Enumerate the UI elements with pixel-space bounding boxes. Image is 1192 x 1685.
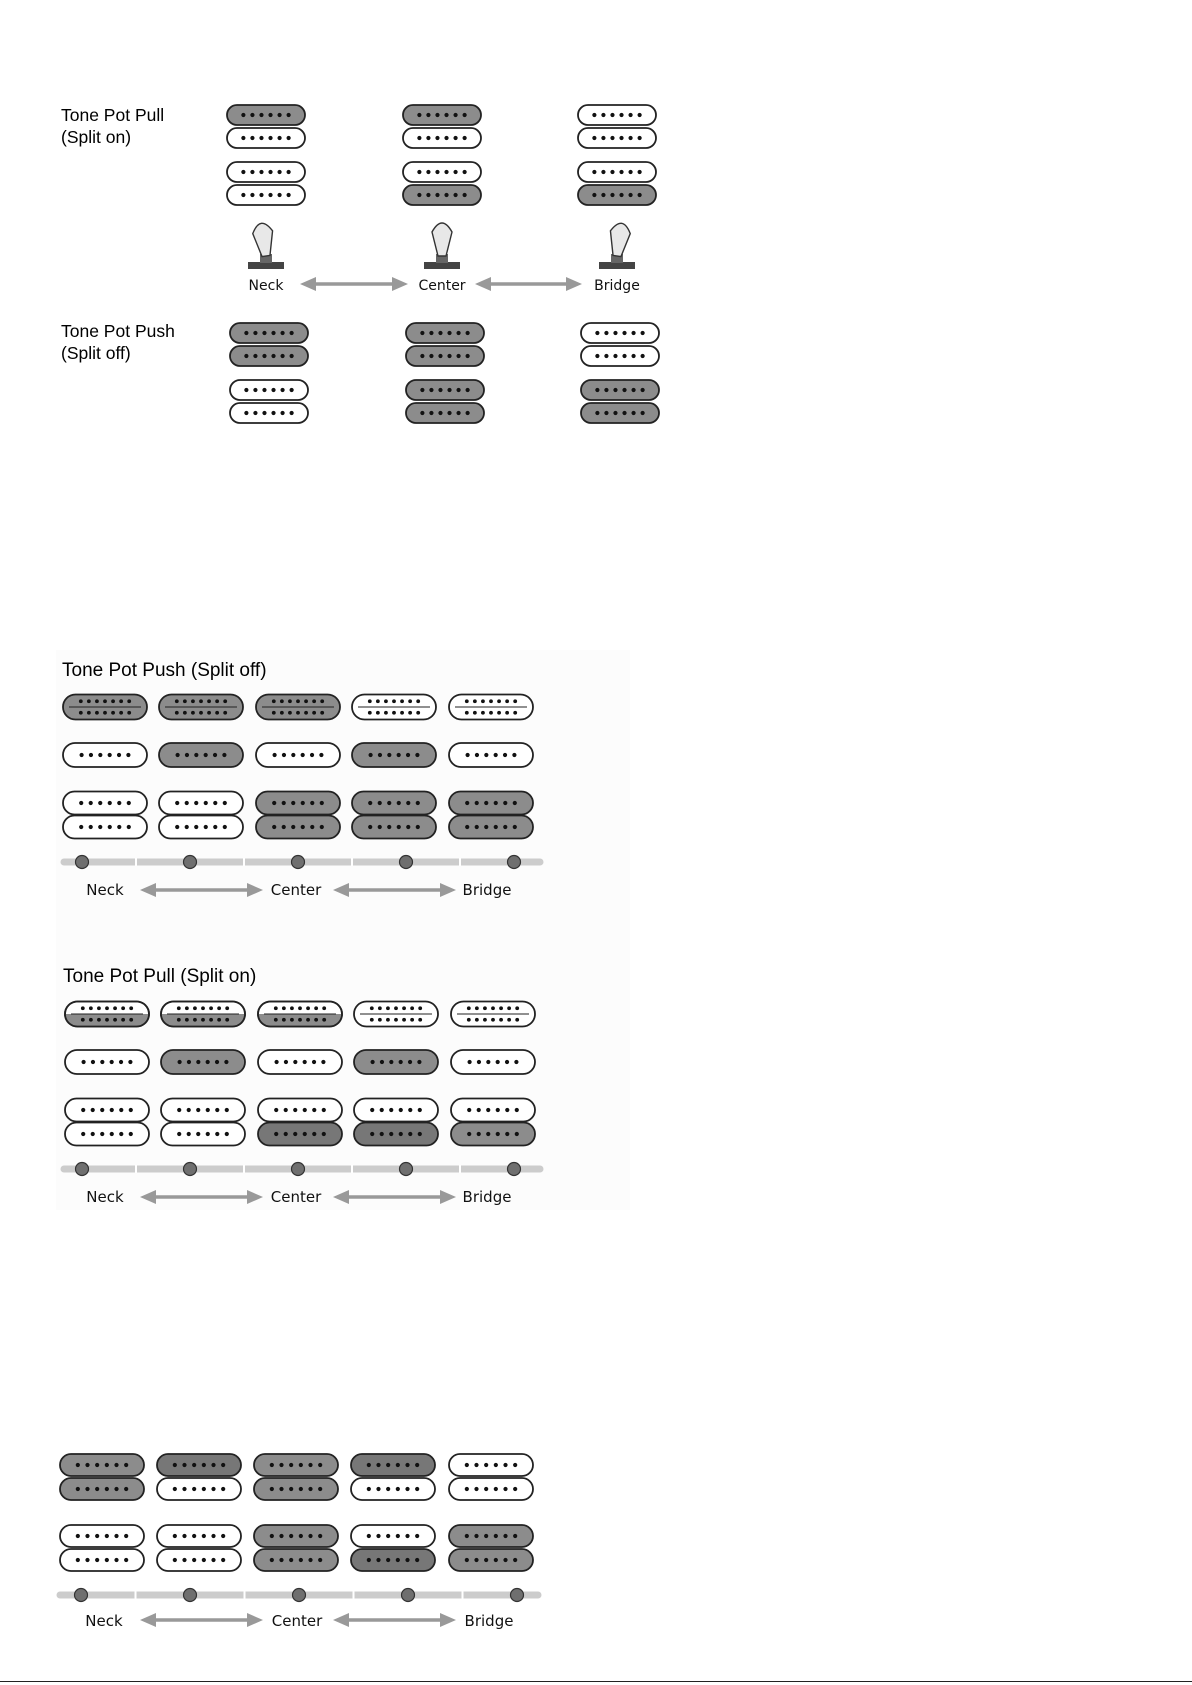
bottom-bridge-coil-a-5 — [449, 1525, 533, 1547]
bottom-neck-coil-b-5 — [449, 1478, 533, 1500]
bottom-bridge-coil-b-2 — [157, 1549, 241, 1571]
pole-piece — [367, 1534, 371, 1538]
bottom-bridge-coil-b-3 — [254, 1549, 338, 1571]
pole-piece — [95, 1487, 99, 1491]
pole-piece — [114, 1487, 118, 1491]
arrow-head-left — [140, 1613, 156, 1627]
pull-title: Tone Pot Pull (Split on) — [63, 966, 257, 987]
pole-piece — [318, 1463, 322, 1467]
pole-piece — [202, 1534, 206, 1538]
arrow-head-left — [333, 1613, 349, 1627]
pole-piece — [279, 1487, 283, 1491]
pole-piece — [299, 1463, 303, 1467]
pole-piece — [85, 1534, 89, 1538]
pole-piece — [270, 1463, 274, 1467]
pole-piece — [376, 1463, 380, 1467]
pole-piece — [105, 1463, 109, 1467]
pole-piece — [465, 1487, 469, 1491]
pole-piece — [299, 1534, 303, 1538]
push-label-line1: Tone Pot Push — [61, 321, 175, 341]
coil-body — [254, 1549, 338, 1571]
pull-label-line2: (Split on) — [61, 127, 132, 147]
pole-piece — [376, 1487, 380, 1491]
bottom-neck-coil-a-1 — [60, 1454, 144, 1476]
pole-piece — [299, 1558, 303, 1562]
pole-piece — [484, 1534, 488, 1538]
pole-piece — [85, 1487, 89, 1491]
bottom-center-bridge-arrow — [333, 1613, 456, 1627]
pole-piece — [114, 1463, 118, 1467]
pole-piece — [513, 1463, 517, 1467]
coil-body — [449, 1454, 533, 1476]
pole-piece — [289, 1558, 293, 1562]
push-label-line2: (Split off) — [61, 343, 131, 363]
pole-piece — [192, 1534, 196, 1538]
pole-piece — [396, 1463, 400, 1467]
arrow-head-right — [440, 1613, 456, 1627]
pole-piece — [484, 1463, 488, 1467]
coil-body — [60, 1549, 144, 1571]
pole-piece — [474, 1534, 478, 1538]
coil-body — [254, 1454, 338, 1476]
pole-piece — [494, 1463, 498, 1467]
pole-piece — [494, 1534, 498, 1538]
pole-piece — [386, 1558, 390, 1562]
pole-piece — [105, 1534, 109, 1538]
pole-piece — [405, 1558, 409, 1562]
pole-piece — [76, 1487, 80, 1491]
pole-piece — [503, 1463, 507, 1467]
pole-piece — [221, 1487, 225, 1491]
pole-piece — [173, 1558, 177, 1562]
coil-body — [449, 1525, 533, 1547]
coil-body — [351, 1549, 435, 1571]
pole-piece — [105, 1558, 109, 1562]
pole-piece — [124, 1534, 128, 1538]
neck-label: Neck — [248, 278, 284, 294]
pole-piece — [289, 1463, 293, 1467]
pole-piece — [270, 1558, 274, 1562]
coil-body — [254, 1478, 338, 1500]
bottom-neck-coil-a-3 — [254, 1454, 338, 1476]
page-bottom-rule — [0, 1681, 1192, 1682]
pole-piece — [308, 1558, 312, 1562]
pole-piece — [95, 1463, 99, 1467]
pole-piece — [85, 1558, 89, 1562]
bottom-slider-knob-2 — [184, 1589, 197, 1602]
pull-neck-label: Neck — [86, 1188, 124, 1206]
pole-piece — [465, 1463, 469, 1467]
pole-piece — [173, 1487, 177, 1491]
pole-piece — [415, 1558, 419, 1562]
bottom-slider-knob-3 — [293, 1589, 306, 1602]
pole-piece — [270, 1487, 274, 1491]
coil-body — [351, 1478, 435, 1500]
pole-piece — [503, 1487, 507, 1491]
bottom-slider-knob-5 — [511, 1589, 524, 1602]
pole-piece — [202, 1558, 206, 1562]
pole-piece — [270, 1534, 274, 1538]
coil-body — [60, 1525, 144, 1547]
push-neck-label: Neck — [86, 881, 124, 899]
bottom-bridge-coil-a-1 — [60, 1525, 144, 1547]
pole-piece — [211, 1558, 215, 1562]
bottom-neck-coil-a-4 — [351, 1454, 435, 1476]
pole-piece — [202, 1463, 206, 1467]
coil-body — [157, 1454, 241, 1476]
pole-piece — [494, 1558, 498, 1562]
pole-piece — [318, 1558, 322, 1562]
pull-label-line1: Tone Pot Pull — [61, 105, 165, 125]
bottom-neck-coil-b-3 — [254, 1478, 338, 1500]
coil-body — [157, 1478, 241, 1500]
pole-piece — [279, 1558, 283, 1562]
pole-piece — [76, 1534, 80, 1538]
pole-piece — [308, 1463, 312, 1467]
pole-piece — [318, 1487, 322, 1491]
pole-piece — [192, 1487, 196, 1491]
pole-piece — [367, 1558, 371, 1562]
bottom-neck-coil-b-4 — [351, 1478, 435, 1500]
pole-piece — [308, 1487, 312, 1491]
push-title: Tone Pot Push (Split off) — [62, 660, 267, 681]
pole-piece — [289, 1487, 293, 1491]
pole-piece — [474, 1558, 478, 1562]
bottom-bridge-coil-b-4 — [351, 1549, 435, 1571]
pole-piece — [405, 1463, 409, 1467]
pole-piece — [182, 1534, 186, 1538]
pole-piece — [173, 1534, 177, 1538]
pole-piece — [211, 1487, 215, 1491]
pole-piece — [386, 1463, 390, 1467]
coil-body — [60, 1454, 144, 1476]
coil-body — [254, 1525, 338, 1547]
bottom-neck-center-arrow — [140, 1613, 263, 1627]
pole-piece — [221, 1463, 225, 1467]
pole-piece — [503, 1558, 507, 1562]
pole-piece — [192, 1463, 196, 1467]
arrow-head-right — [247, 1613, 263, 1627]
pole-piece — [182, 1558, 186, 1562]
pole-piece — [76, 1463, 80, 1467]
pole-piece — [221, 1534, 225, 1538]
bottom-neck-coil-b-1 — [60, 1478, 144, 1500]
pole-piece — [386, 1534, 390, 1538]
pole-piece — [396, 1558, 400, 1562]
pole-piece — [299, 1487, 303, 1491]
pole-piece — [95, 1534, 99, 1538]
pole-piece — [85, 1463, 89, 1467]
pole-piece — [192, 1558, 196, 1562]
coil-body — [157, 1549, 241, 1571]
pole-piece — [182, 1463, 186, 1467]
bridge-label: Bridge — [594, 278, 640, 294]
pole-piece — [405, 1534, 409, 1538]
coil-body — [60, 1478, 144, 1500]
coil-body — [449, 1478, 533, 1500]
pole-piece — [396, 1487, 400, 1491]
bottom-bridge-coil-b-1 — [60, 1549, 144, 1571]
pole-piece — [513, 1487, 517, 1491]
pole-piece — [182, 1487, 186, 1491]
push-center-label: Center — [270, 881, 322, 899]
pole-piece — [76, 1558, 80, 1562]
pole-piece — [494, 1487, 498, 1491]
coil-body — [351, 1454, 435, 1476]
bottom-bridge-label: Bridge — [464, 1612, 514, 1630]
pull-center-label: Center — [270, 1188, 322, 1206]
bottom-bridge-coil-a-3 — [254, 1525, 338, 1547]
bottom-bridge-coil-b-5 — [449, 1549, 533, 1571]
pull-bridge-label: Bridge — [462, 1188, 512, 1206]
pole-piece — [114, 1558, 118, 1562]
pole-piece — [376, 1558, 380, 1562]
pole-piece — [202, 1487, 206, 1491]
pole-piece — [211, 1463, 215, 1467]
bottom-neck-coil-a-2 — [157, 1454, 241, 1476]
pole-piece — [279, 1463, 283, 1467]
coil-body — [449, 1549, 533, 1571]
coil-body — [351, 1525, 435, 1547]
pole-piece — [279, 1534, 283, 1538]
pole-piece — [211, 1534, 215, 1538]
pole-piece — [465, 1558, 469, 1562]
pole-piece — [513, 1534, 517, 1538]
pole-piece — [474, 1487, 478, 1491]
pole-piece — [386, 1487, 390, 1491]
pole-piece — [124, 1558, 128, 1562]
bottom-neck-coil-b-2 — [157, 1478, 241, 1500]
pole-piece — [415, 1534, 419, 1538]
pole-piece — [484, 1487, 488, 1491]
bottom-neck-label: Neck — [85, 1612, 123, 1630]
pole-piece — [513, 1558, 517, 1562]
bottom-neck-coil-a-5 — [449, 1454, 533, 1476]
pole-piece — [465, 1534, 469, 1538]
pole-piece — [105, 1487, 109, 1491]
pole-piece — [415, 1463, 419, 1467]
pole-piece — [124, 1463, 128, 1467]
pole-piece — [376, 1534, 380, 1538]
coil-body — [157, 1525, 241, 1547]
center-label: Center — [418, 278, 466, 294]
pole-piece — [503, 1534, 507, 1538]
push-bridge-label: Bridge — [462, 881, 512, 899]
pole-piece — [405, 1487, 409, 1491]
pole-piece — [484, 1558, 488, 1562]
pole-piece — [95, 1558, 99, 1562]
pole-piece — [318, 1534, 322, 1538]
pole-piece — [396, 1534, 400, 1538]
pole-piece — [367, 1487, 371, 1491]
pole-piece — [114, 1534, 118, 1538]
bottom-center-label: Center — [271, 1612, 323, 1630]
pole-piece — [367, 1463, 371, 1467]
pole-piece — [415, 1487, 419, 1491]
pole-piece — [124, 1487, 128, 1491]
bottom-slider-knob-1 — [75, 1589, 88, 1602]
bottom-bridge-coil-a-2 — [157, 1525, 241, 1547]
bottom-bridge-coil-a-4 — [351, 1525, 435, 1547]
pole-piece — [173, 1463, 177, 1467]
pole-piece — [474, 1463, 478, 1467]
bottom-slider-knob-4 — [402, 1589, 415, 1602]
pole-piece — [308, 1534, 312, 1538]
pole-piece — [289, 1534, 293, 1538]
pole-piece — [221, 1558, 225, 1562]
